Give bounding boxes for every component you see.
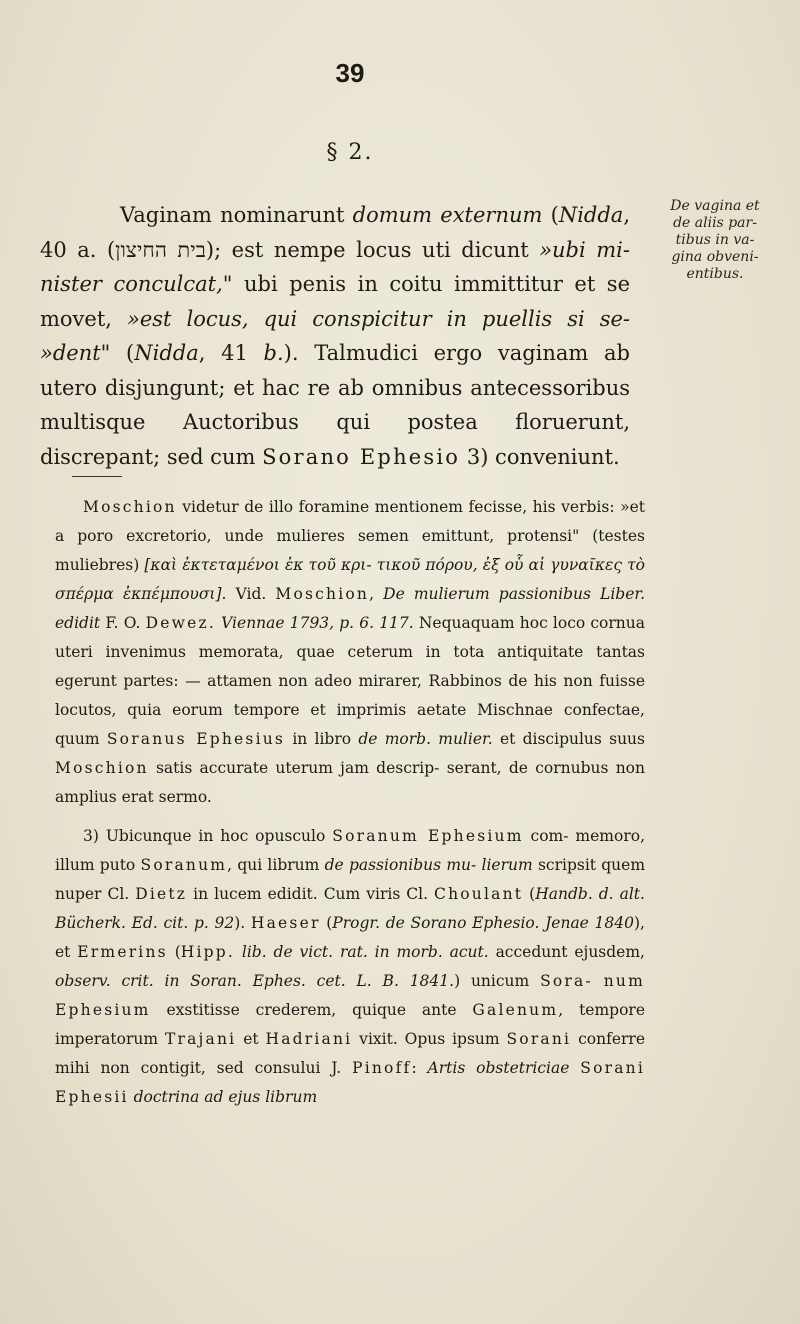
text-run: ; est nempe locus uti dicunt xyxy=(214,237,540,262)
author-name: Moschion xyxy=(83,498,177,516)
footnote-rule xyxy=(72,476,122,477)
margin-note xyxy=(641,198,789,283)
text-run: ) unicum xyxy=(454,972,541,990)
text-run: ( xyxy=(110,341,135,365)
text-run: sed cum xyxy=(166,444,263,469)
text-run: , xyxy=(623,203,630,227)
author-name: Sora- xyxy=(540,972,593,990)
text-run: , xyxy=(558,1001,564,1019)
page-number: 39 xyxy=(335,58,365,88)
text-run: »dent" xyxy=(40,341,111,365)
author-name: Sorani xyxy=(506,1030,572,1048)
main-paragraph xyxy=(40,198,630,474)
author-name: Sorani Ephesii xyxy=(55,1059,645,1106)
text-run: memoro, illum puto xyxy=(55,827,645,874)
author-name: Sorano Ephesio xyxy=(262,444,461,469)
margin-note-line: gina obveni- xyxy=(671,249,759,265)
author-name: Soranum Ephesium xyxy=(332,827,524,845)
footnote-3 xyxy=(55,822,645,1112)
text-run: com- xyxy=(523,827,569,845)
text-run: in lucem edidit. Cum xyxy=(187,885,361,903)
text-run: 3) Ubicunque in hoc opusculo xyxy=(83,827,333,845)
text-run: videtur de illo foramine mentionem fecisse, his xyxy=(176,498,556,516)
text-run: et xyxy=(236,1030,266,1048)
text-run: nister conculcat," xyxy=(40,272,233,296)
section-heading: § 2. xyxy=(326,140,374,165)
text-run: scripsit quem nuper Cl. xyxy=(55,856,646,903)
text-run: exstitisse crederem, quique ante xyxy=(150,1001,473,1019)
text-run: b. xyxy=(263,341,284,365)
text-run: fuisse locutos, quia eorum tempore et imprimis aetate Mischnae xyxy=(55,672,645,719)
text-run: serant, de cornubus non amplius erat sermo. xyxy=(55,759,645,806)
book-title: lierum xyxy=(481,856,533,874)
citation: Progr. de Sorano Ephesio. Jenae 1840 xyxy=(332,914,634,932)
author-name: Ermerins xyxy=(77,943,168,961)
author-name: Moschion xyxy=(55,759,149,777)
text-run: Vaginam nominarunt xyxy=(120,203,353,227)
text-run: F. O. xyxy=(100,614,141,632)
citation: Handb. d. alt. Bücherk. Ed. cit. p. 92 xyxy=(55,885,645,932)
text-run: »ubi mi- xyxy=(539,237,630,262)
text-run: ubi penis in coitu immittitur et se xyxy=(232,272,630,296)
text-run: vixit. Opus ipsum xyxy=(352,1030,500,1048)
author-name: Dietz xyxy=(135,885,188,903)
text-run: Vid. xyxy=(235,585,276,603)
text-run: viris Cl. xyxy=(366,885,435,903)
text-run: Nequaquam hoc loco cornua xyxy=(413,614,645,632)
margin-note-line: De vagina et xyxy=(670,198,760,214)
text-run: . xyxy=(221,585,227,603)
margin-note-line: entibus. xyxy=(686,266,744,282)
text-run: verbis: »et a poro excretorio, unde mulieres semen emittunt, xyxy=(55,498,645,545)
text-run: multisque Auctoribus qui postea floruerunt, discrepant; xyxy=(40,410,630,469)
text-run: protensi" (testes muliebres) xyxy=(55,527,645,574)
author-name: Soranum xyxy=(140,856,228,874)
footnote-paragraph xyxy=(55,493,645,812)
text-run: 40 a. xyxy=(40,237,107,262)
text-run: ( xyxy=(174,943,181,961)
main-text xyxy=(40,198,630,474)
text-run: : xyxy=(411,1059,417,1077)
margin-note-line: de aliis par- xyxy=(673,215,757,231)
text-run: ). Talmudici ergo vaginam ab xyxy=(283,341,631,365)
text-run: ( xyxy=(320,914,333,932)
text-run: accedunt ejusdem, xyxy=(488,943,645,961)
book-title: de passionibus mu- xyxy=(324,856,477,874)
text-run: confectae, quum xyxy=(55,701,645,748)
greek-quote: τικοῦ πόρου, ἐξ οὗ αἱ γυναῖκες τὸ σπέρμα ἐκπέμπουσι] xyxy=(55,556,646,603)
text-run: utero disjungunt; et hac re ab omnibus antecessoribus xyxy=(40,375,630,400)
hebrew-term: (בית החיצון) xyxy=(106,237,215,262)
author-name: num Ephesium xyxy=(55,972,645,1019)
book-title: De mulierum passionibus Liber. edidit xyxy=(55,585,646,632)
book-title: Artis obstetriciae xyxy=(427,1059,581,1077)
citation: lib. de vict. rat. in morb. acut. xyxy=(235,943,489,961)
text-run: tempore imperatorum xyxy=(55,1001,645,1048)
author-name: Hipp. xyxy=(180,943,235,961)
text-run: ), et xyxy=(55,914,645,961)
margin-note-line: tibus in va- xyxy=(675,232,755,248)
citation: observ. crit. in Soran. Ephes. cet. L. B. 1841. xyxy=(55,972,455,990)
author-name: Soranus Ephesius xyxy=(106,730,286,748)
text-run: »est locus, qui conspicitur in puellis si se- xyxy=(126,306,631,331)
text-run: , qui librum xyxy=(227,856,325,874)
author-name: Haeser xyxy=(250,914,321,932)
greek-quote: [καὶ ἐκτεταμένοι ἐκ τοῦ κρι- xyxy=(144,556,372,574)
book-title: doctrina ad ejus librum xyxy=(128,1088,318,1106)
text-run: egerunt partes: — attamen non adeo mirarer, Rabbinos de his non xyxy=(55,672,593,690)
text-run: conferre mihi non contigit, sed consului J. xyxy=(55,1030,645,1077)
source-ref: Nidda xyxy=(134,341,199,365)
text-run: uteri invenimus memorata, quae ceterum in tota antiquitate tantas xyxy=(55,643,645,661)
text-run: , 41 xyxy=(198,341,264,365)
source-ref: Nidda xyxy=(558,203,624,227)
author-name: Trajani xyxy=(164,1030,237,1048)
footnote-moschion xyxy=(55,493,645,812)
author-name: Moschion xyxy=(275,585,370,603)
footnote-paragraph xyxy=(55,822,645,1112)
text-run: ( xyxy=(523,885,536,903)
text-run: ( xyxy=(542,203,559,227)
author-name: Choulant xyxy=(434,885,524,903)
text-run: satis accurate uterum jam descrip- xyxy=(148,759,440,777)
author-name: Galenum xyxy=(472,1001,559,1019)
text-run: et discipulus suus xyxy=(499,730,645,748)
author-name: Dewez. xyxy=(145,614,216,632)
text-run: movet, xyxy=(40,306,127,331)
text-run: in libro xyxy=(285,730,359,748)
book-title: de morb. mulier. xyxy=(358,730,493,748)
footnote-ref: 3) conveniunt. xyxy=(460,444,620,469)
text-run: domum externum xyxy=(352,203,543,227)
author-name: Hadriani xyxy=(265,1030,353,1048)
author-name: Pinoff xyxy=(352,1059,412,1077)
text-run: ). xyxy=(234,914,246,932)
citation: Viennae 1793, p. 6. 117. xyxy=(215,614,414,632)
text-run: , xyxy=(369,585,384,603)
